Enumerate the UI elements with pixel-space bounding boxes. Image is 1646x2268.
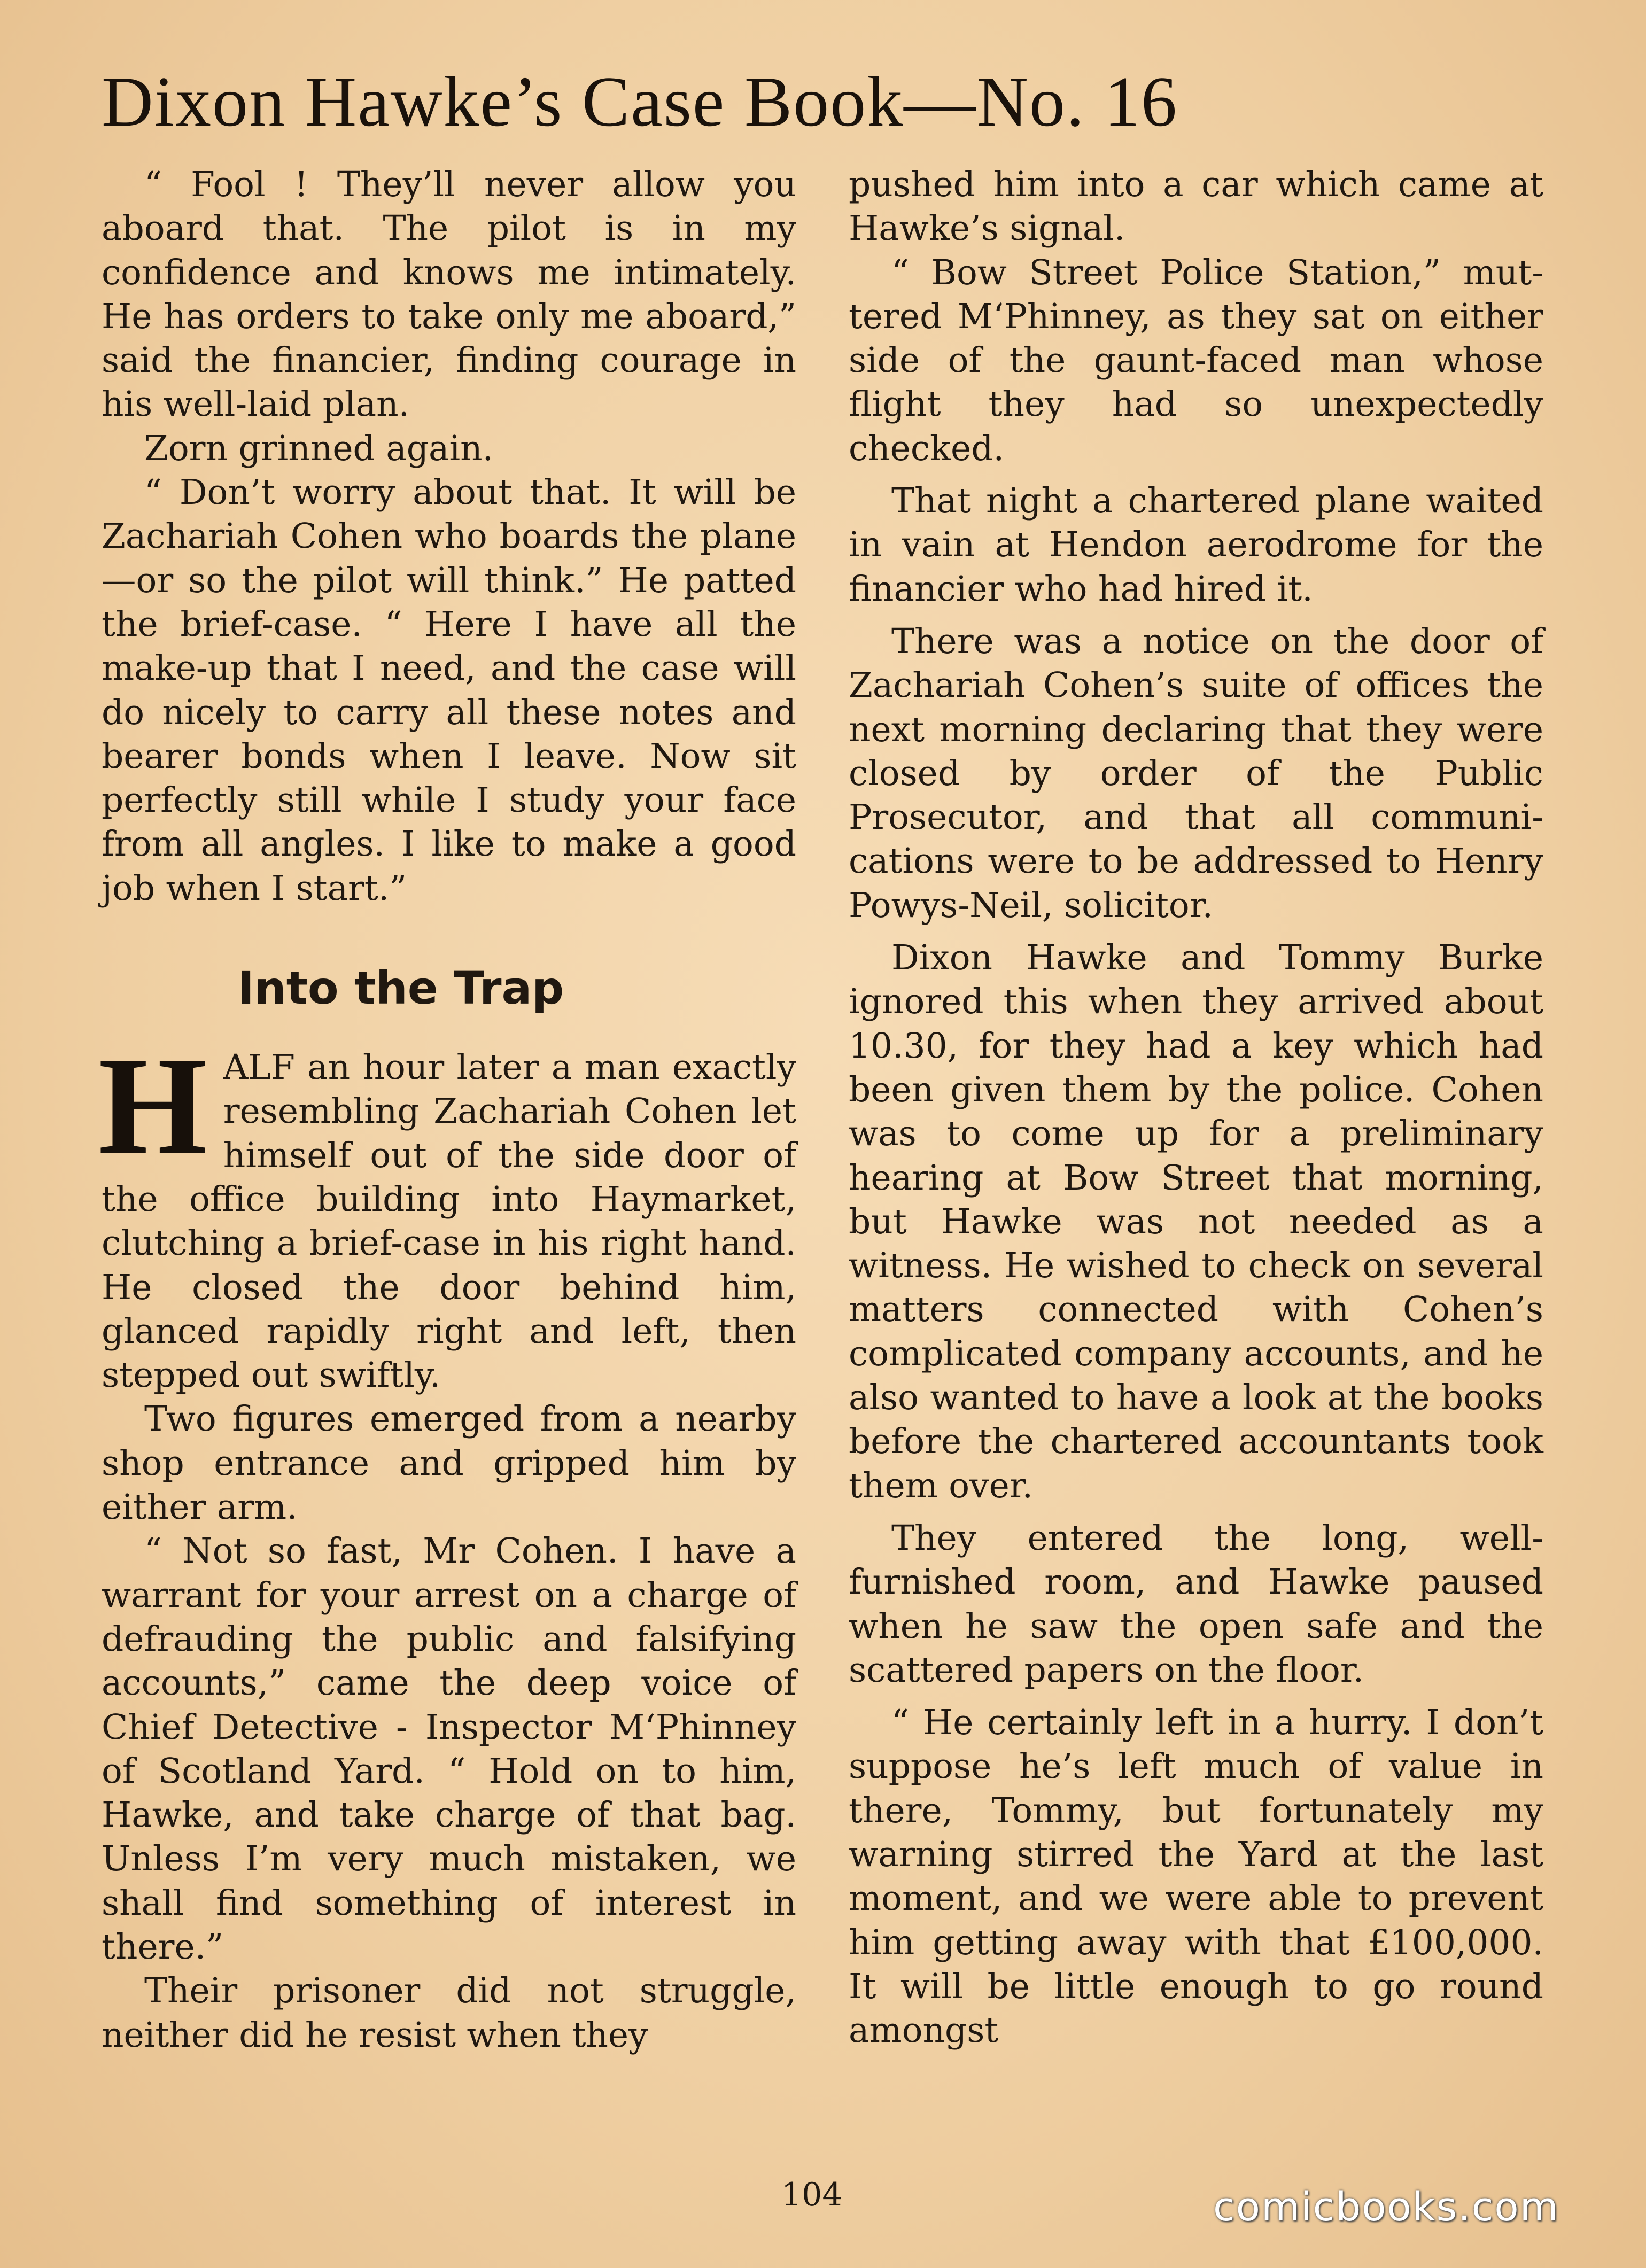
paragraph: Dixon Hawke and Tommy Burke ignored this when they arrived about 10.30, for they had a key which had been given them by the police. Cohen was to come up for a preliminary hearing at Bow Street that morning, but Hawke was not needed as a witness. He wished to check on several matters connected with Cohen’s complicated company accounts, and he also wanted to have a look at the books before the chartered accountants took them over. [849,938,1543,1506]
paragraph: There was a notice on the door of Zachariah Cohen’s suite of offices the next morning declaring that they were closed by order of the Public Prosecutor, and that all communications were to be addressed to Henry Powys-Neil, solicitor. [849,621,1543,926]
paragraph: “ Fool ! They’ll never allow you aboard that. The pilot is in my confidence and knows me intimately. He has orders to take only me aboard,” said the financier, finding courage in his well-laid plan. [102,165,796,425]
paragraph: That night a chartered plane waited in vain at Hendon aerodrome for the financier who had hired it. [849,481,1543,609]
paragraph: “ Bow Street Police Station,” muttered M‘Phinney, as they sat on either side of the gaunt-faced man whose flight they had so unexpectedly checked. [849,252,1543,469]
section-heading: Into the Trap [237,962,564,1015]
drop-cap: H [98,1028,207,1184]
paragraph: “ Don’t worry about that. It will be Zachariah Cohen who boards the plane—or so the pilot will think.” He patted the brief-case. “ Here I have all the make-up that I need, and the case will do nicely to carry all these notes and bearer bonds when I leave. Now sit perfectly still while I study your face from all angles. I like to make a good job when I start.” [102,472,796,908]
paragraph: “ Not so fast, Mr Cohen. I have a warrant for your arrest on a charge of defrauding the public and falsifying accounts,” came the deep voice of Chief Detective - Inspector M‘Phinney of Scotland Yard. “ Hold on to him, Hawke, and take charge of that bag. Unless I’m very much mistaken, we shall find something of interest in there.” [102,1531,796,1967]
dropcap-paragraph [98,1028,796,1397]
paragraph: “ He certainly left in a hurry. I don’t suppose he’s left much of value in there, Tommy, but fortunately my warning stirred the Yard at the last moment, and we were able to prevent him getting away with that £100,000. It will be little enough to go round amongst [849,1703,1543,2051]
paragraph: They entered the long, well-furnished room, and Hawke paused when he saw the open safe and the scattered papers on the floor. [849,1518,1543,1690]
dropcap-paragraph-text: ALF an hour later a man exactly resembling Zachariah Cohen let himself out of the side door of the office building into Haymarket, clutching a brief-case in his right hand. He closed the door behind him, glanced rapidly right and left, then stepped out swiftly. [102,1047,796,1396]
paragraph: Their prisoner did not struggle, neither did he resist when they [102,1971,796,2055]
left-column [98,163,796,2057]
paragraph: Zorn grinned again. [144,428,494,469]
right-column [849,163,1543,2053]
page-title: Dixon Hawke’s Case Book—No. 16 [102,62,1178,141]
paragraph: pushed him into a car which came at Hawke’s signal. [849,165,1543,249]
paragraph: Two figures emerged from a nearby shop entrance and gripped him by either arm. [102,1399,796,1528]
page-number: 104 [781,2176,843,2213]
watermark: comicbooks.com [1213,2184,1559,2230]
